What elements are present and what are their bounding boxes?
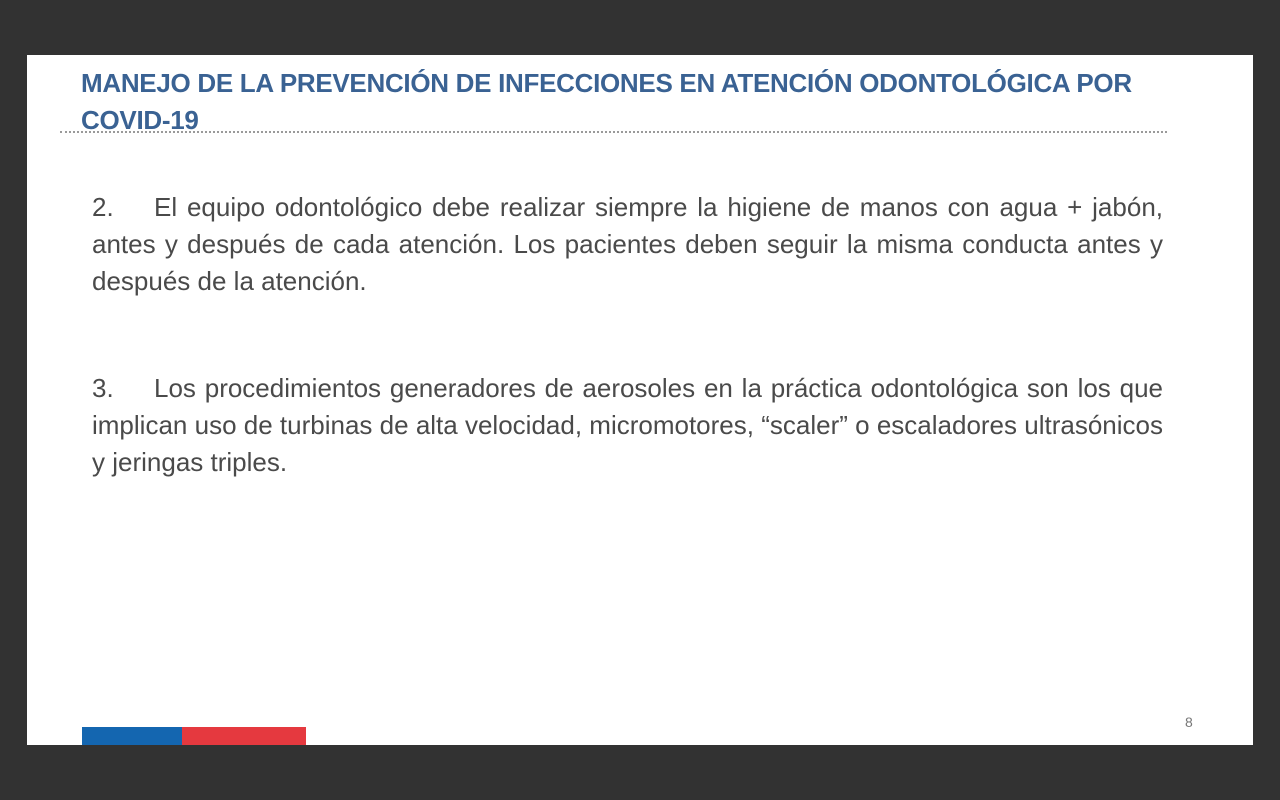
item-text: El equipo odontológico debe realizar siempre la higiene de manos con agua + jabón, antes y después de cada atención. Los pacientes deben seguir la misma conducta antes y después de la atención. xyxy=(92,192,1163,296)
item-number: 3. xyxy=(92,373,114,403)
item-text: Los procedimientos generadores de aerosoles en la práctica odontológica son los que implican uso de turbinas de alta velocidad, micromotores, “scaler” o escaladores ultrasónicos y jeringas triples. xyxy=(92,373,1163,477)
title-dotted-divider xyxy=(60,131,1167,133)
slide-title: MANEJO DE LA PREVENCIÓN DE INFECCIONES EN ATENCIÓN ODONTOLÓGICA POR COVID-19 xyxy=(81,68,1132,135)
list-item-3 xyxy=(92,370,1163,481)
slide xyxy=(27,55,1253,745)
list-item-2 xyxy=(92,189,1163,300)
item-number: 2. xyxy=(92,192,114,222)
flag-stripe-red xyxy=(182,727,306,745)
page-number: 8 xyxy=(1185,714,1193,730)
flag-stripe-blue xyxy=(82,727,182,745)
